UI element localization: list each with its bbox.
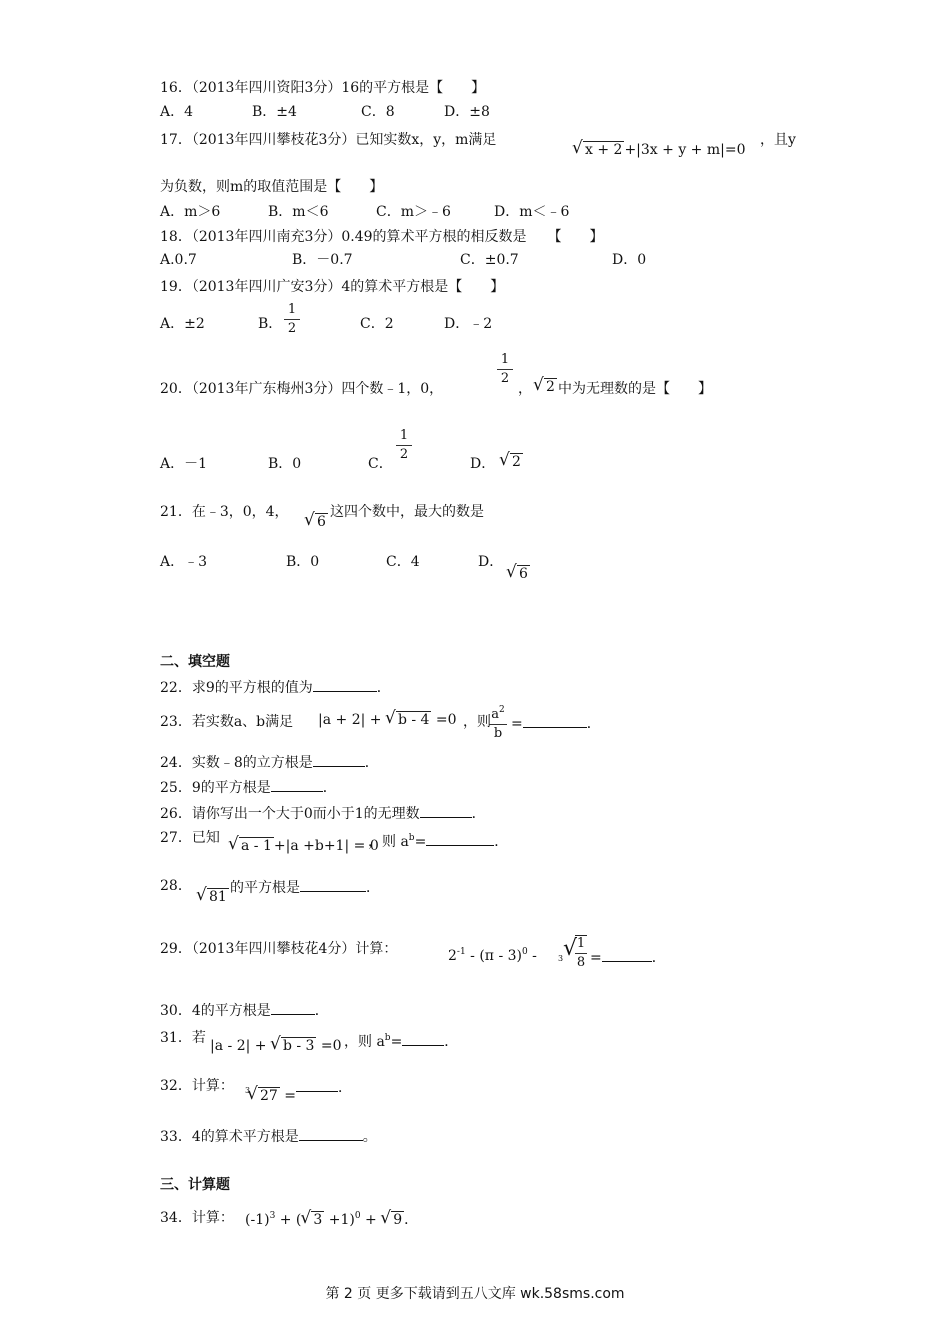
- q17-stem: 17．（2013年四川攀枝花3分）已知实数x，y，m满足: [160, 132, 497, 148]
- q20-option-d: D．: [470, 456, 496, 472]
- q32-cbrt-index: 3: [245, 1086, 251, 1095]
- q28-tail: 的平方根是 ．: [230, 877, 380, 897]
- q27-answer: ，则 $a^b=$ ．: [368, 833, 509, 850]
- q32-answer: ．: [296, 1077, 352, 1097]
- q17-option-d: D．m＜﹣6: [494, 204, 570, 220]
- q34-stem: 34．计算：: [160, 1210, 234, 1226]
- q29-cbrt-sign: √: [563, 936, 578, 961]
- q33-stem: 33．4的算术平方根是 。: [160, 1126, 377, 1146]
- q29-fraction: 1 8: [576, 936, 586, 970]
- q30-stem: 30．4的平方根是 ．: [160, 1000, 329, 1020]
- q21-stem: 21．在﹣3，0，4，: [160, 504, 289, 520]
- page-footer: 第 2 页 更多下载请到五八文库 wk.58sms.com: [325, 1286, 625, 1302]
- q20-option-a: A．－1: [160, 456, 208, 472]
- q17-option-b: B．m＜6: [268, 204, 329, 220]
- q19-option-d: D．﹣2: [444, 316, 493, 332]
- q18-option-c: C．±0.7: [460, 252, 519, 268]
- q23-expression: |a + 2| + √ b - 4 =0: [318, 711, 457, 728]
- q21-stem-tail: 这四个数中，最大的数是: [330, 504, 484, 520]
- q17-expression: √ x + 2 +|3x + y + m|=0: [573, 141, 746, 158]
- q20-stem-tail: 中为无理数的是【 】: [558, 381, 712, 397]
- q21-option-c: C．4: [386, 554, 420, 570]
- q29-answer: = ．: [590, 947, 666, 967]
- q26-stem: 26．请你写出一个大于0而小于1的无理数 ．: [160, 803, 486, 823]
- section-calculation-heading: 三、计算题: [160, 1177, 230, 1193]
- q19-option-c: C．2: [360, 316, 394, 332]
- q27-expression: √ a - 1 +|a +b+1| = 0: [229, 837, 379, 854]
- q19-option-b: B．: [258, 316, 283, 332]
- q18-option-a: A.0.7: [160, 252, 197, 268]
- q16-option-a: A．4: [160, 104, 194, 120]
- q34-expression: $(-1)^3$ + (√ 3 +1)$^0$ + √ 9 ．: [245, 1209, 418, 1229]
- q19-option-a: A．±2: [160, 316, 205, 332]
- q22-stem: 22．求9的平方根的值为 ．: [160, 677, 391, 697]
- q16-option-c: C．8: [361, 104, 395, 120]
- q20-sqrt2: √ 2: [534, 378, 557, 395]
- q17-option-a: A．m＞6: [160, 204, 221, 220]
- section-fill-in-blank-heading: 二、填空题: [160, 654, 230, 670]
- q20-option-d-sqrt2: √ 2: [500, 453, 523, 470]
- q17-stem-line2: 为负数，则m的取值范围是【 】: [160, 179, 384, 195]
- q17-stem-tail: ，且y: [760, 132, 796, 148]
- q32-stem: 32．计算：: [160, 1078, 234, 1094]
- q20-stem: 20．（2013年广东梅州3分）四个数﹣1，0，: [160, 381, 444, 397]
- q21-option-b: B．0: [286, 554, 320, 570]
- q16-option-d: D．±8: [444, 104, 490, 120]
- q19-option-b-fraction: 1 2: [284, 302, 300, 337]
- q20-option-b: B．0: [268, 456, 302, 472]
- q20-half-fraction: 1 2: [497, 352, 513, 387]
- q31-expression: |a - 2| + √ b - 3 =0: [210, 1037, 342, 1054]
- q20-option-c: C．: [368, 456, 393, 472]
- q29-expression: $2^{-1} - (\pi - 3)^0$ -: [448, 947, 537, 964]
- q21-option-d: D．: [478, 554, 504, 570]
- q24-stem: 24．实数﹣8的立方根是 ．: [160, 752, 379, 772]
- q23-answer: = ．: [511, 713, 601, 733]
- q28-sqrt81: √ 81: [197, 888, 229, 905]
- q21-option-d-sqrt6: √ 6: [507, 565, 530, 582]
- q18-option-d: D．0: [612, 252, 647, 268]
- q31-stem: 31．若: [160, 1030, 206, 1046]
- q18-option-b: B．－0.7: [292, 252, 353, 268]
- q25-stem: 25．9的平方根是 ．: [160, 777, 337, 797]
- q21-sqrt6: √ 6: [305, 513, 328, 530]
- q18-stem: 18．（2013年四川南充3分）0.49的算术平方根的相反数是 【 】: [160, 229, 604, 245]
- q16-option-b: B．±4: [252, 104, 297, 120]
- q28-stem: 28．: [160, 878, 192, 894]
- q16-stem: 16．（2013年四川资阳3分）16的平方根是【 】: [160, 80, 486, 96]
- q17-option-c: C．m＞﹣6: [376, 204, 451, 220]
- q21-option-a: A．﹣3: [160, 554, 208, 570]
- q29-stem: 29．（2013年四川攀枝花4分）计算：: [160, 941, 398, 957]
- q32-cbrt27: √ 27 =: [248, 1087, 296, 1104]
- q29-cbrt-index: 3: [558, 954, 564, 963]
- q23-then: ，则: [463, 714, 491, 730]
- q31-answer: ，则 $a^b=$ ．: [344, 1033, 459, 1050]
- q20-option-c-fraction: 1 2: [396, 428, 412, 463]
- q19-stem: 19．（2013年四川广安3分）4的算术平方根是【 】: [160, 279, 505, 295]
- q27-stem: 27．已知: [160, 830, 220, 846]
- q23-stem: 23．若实数a、b满足: [160, 714, 294, 730]
- q23-fraction: $a^2$ b: [489, 702, 507, 742]
